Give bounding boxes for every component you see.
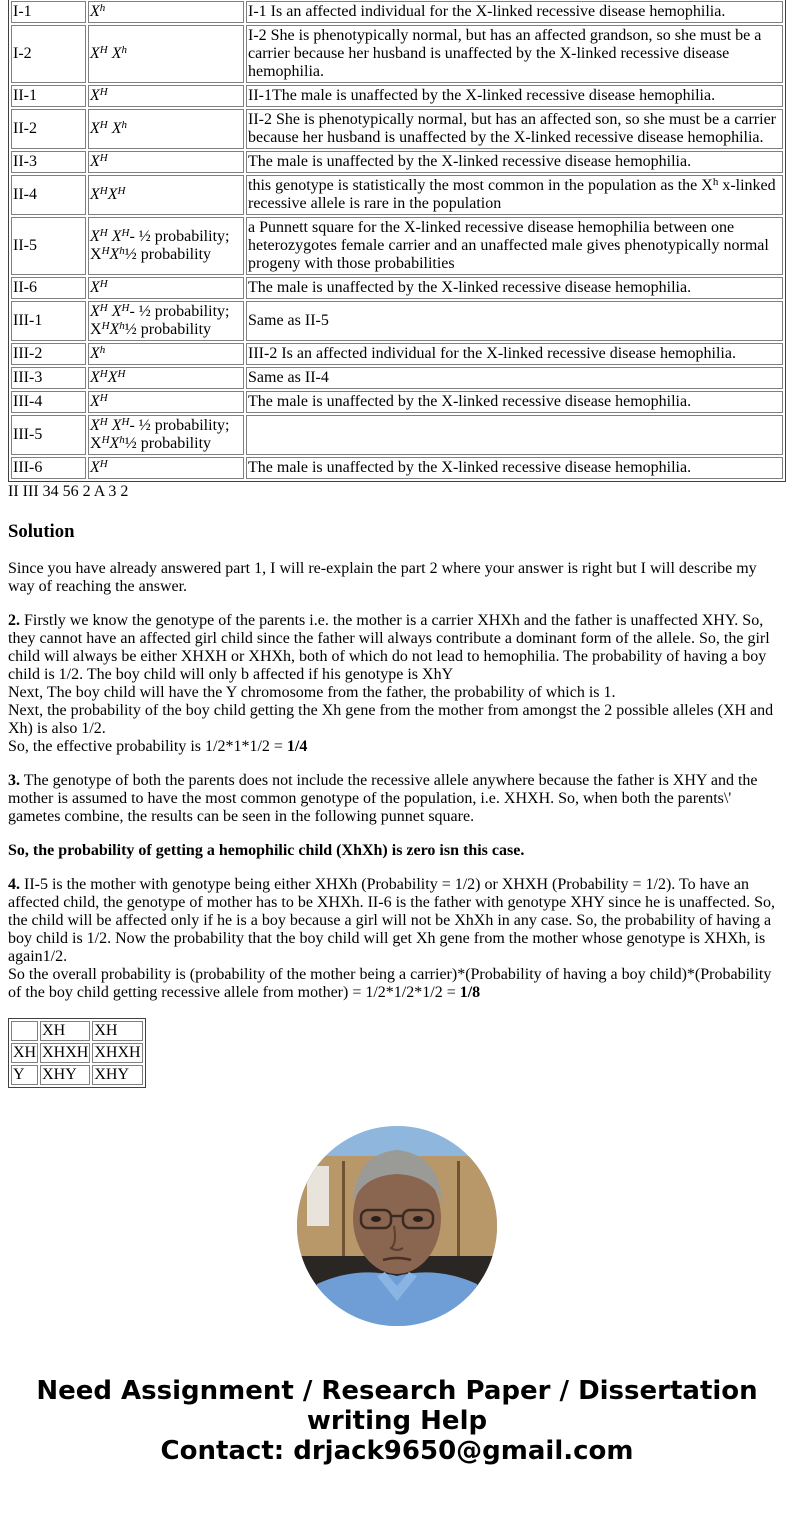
description-cell: II-2 She is phenotypically normal, but has an affected son, so she must be a carrier because her husband is unaffected by the X-linked recessive disease hemophilia. (246, 109, 783, 149)
description-cell: I-2 She is phenotypically normal, but has an affected grandson, so she must be a carrier because her husband is unaffected by the X-linked recessive disease hemophilia. (246, 25, 783, 83)
individual-id-cell: III-5 (11, 415, 86, 455)
author-avatar (297, 1126, 497, 1326)
promo-headline: Need Assignment / Research Paper / Dissertation writing Help (36, 1376, 758, 1436)
part-4-result-prefix: So the overall probability is (probability of the mother being a carrier)*(Probability of having a boy child)*(Probability of the boy child getting recessive allele from mother) = 1/2*1/2*1/2 = (8, 966, 772, 1001)
table-row (11, 277, 783, 299)
individual-id-cell: III-4 (11, 391, 86, 413)
solution-part-3 (8, 772, 786, 826)
part-3-text: The genotype of both the parents does not include the recessive allele anywhere because the father is XHY and the mother is assumed to have the most common genotype of the population, i.e. XHXH. So, when both the parents\' gametes combine, the results can be seen in the following punnet square. (8, 772, 758, 825)
individual-id-cell: III-1 (11, 301, 86, 341)
description-cell: I-1 Is an affected individual for the X-linked recessive disease hemophilia. (246, 1, 783, 23)
description-cell: III-2 Is an affected individual for the X-linked recessive disease hemophilia. (246, 343, 783, 365)
part-4-result-value: 1/8 (459, 984, 481, 1001)
punnett-cell: Y (11, 1065, 38, 1085)
bottom-spacer (8, 1466, 786, 1486)
solution-part-4 (8, 876, 786, 1002)
individual-id-cell: II-5 (11, 217, 86, 275)
description-cell: this genotype is statistically the most common in the population as the $X^h$ x-linked recessive allele is rare in the population (246, 175, 783, 215)
genotype-cell: $X^H$ (88, 277, 244, 299)
promo-contact: Contact: drjack9650@gmail.com (160, 1436, 634, 1466)
description-cell (246, 415, 783, 455)
pedigree-table-body (11, 1, 783, 479)
genotype-cell: $X^H$ $X^h$ (88, 25, 244, 83)
genotype-cell: $X^H$ (88, 391, 244, 413)
description-cell: The male is unaffected by the X-linked recessive disease hemophilia. (246, 391, 783, 413)
genotype-cell: $X^H$ (88, 151, 244, 173)
description-cell: Same as II-5 (246, 301, 783, 341)
genotype-cell: $X^HX^H$ (88, 367, 244, 389)
part-2-number: 2. (8, 612, 20, 629)
punnett-cell: XHY (92, 1065, 142, 1085)
part-2-text: Firstly we know the genotype of the parents i.e. the mother is a carrier XHXh and the father is unaffected XHY. So, they cannot have an affected girl child since the father will always contribute a dominant form of the allele. So, the girl child will always be either XHXH or XHXh, both of which do not lead to hemophilia. The probability of having a boy child is 1/2. The boy child will only b affected if his genotype is XhY (8, 612, 770, 683)
description-cell: The male is unaffected by the X-linked recessive disease hemophilia. (246, 151, 783, 173)
genotype-cell: $X^H$ (88, 457, 244, 479)
solution-part-2 (8, 612, 786, 756)
description-cell: Same as II-4 (246, 367, 783, 389)
part-2-result-value: 1/4 (286, 738, 308, 755)
punnett-row (11, 1043, 143, 1063)
punnett-cell: XHY (40, 1065, 90, 1085)
genotype-cell: $X^H$ (88, 85, 244, 107)
part-2-line-2: Next, The boy child will have the Y chromosome from the father, the probability of which is 1. (8, 684, 616, 701)
punnett-cell: XH (40, 1021, 90, 1041)
author-avatar-container (8, 1126, 786, 1326)
table-row (11, 301, 783, 341)
punnett-square-table (8, 1018, 146, 1088)
stray-figure-labels: II III 34 56 2 A 3 2 (8, 483, 129, 500)
promo-banner (8, 1376, 786, 1466)
table-row (11, 415, 783, 455)
part-4-number: 4. (8, 876, 20, 893)
part-2-line-3: Next, the probability of the boy child getting the Xh gene from the mother from amongst the 2 possible alleles (XH and Xh) is also 1/2. (8, 702, 774, 737)
punnett-cell: XH (13, 1044, 37, 1061)
table-row (11, 217, 783, 275)
pedigree-genotype-table (8, 0, 786, 482)
individual-id-cell: II-1 (11, 85, 86, 107)
solution-intro: Since you have already answered part 1, I will re-explain the part 2 where your answer is right but I will describe my way of reaching the answer. (8, 560, 757, 595)
genotype-cell: $X^HX^H$ (88, 175, 244, 215)
author-portrait-icon (297, 1126, 497, 1326)
table-row (11, 457, 783, 479)
description-cell: a Punnett square for the X-linked recessive disease hemophilia between one heterozygotes female carrier and an unaffected male gives phenotypically normal progeny with those probabilities (246, 217, 783, 275)
genotype-cell: $X^h$ (88, 1, 244, 23)
punnett-cell: XH (92, 1021, 142, 1041)
individual-id-cell: II-2 (11, 109, 86, 149)
punnett-cell: XHXH (42, 1044, 89, 1061)
table-row (11, 151, 783, 173)
part-3-number: 3. (8, 772, 20, 789)
punnett-row (11, 1021, 143, 1041)
punnett-row (11, 1065, 143, 1085)
individual-id-cell: I-1 (11, 1, 86, 23)
part-4-text: II-5 is the mother with genotype being either XHXh (Probability = 1/2) or XHXH (Probability = 1/2). To have an affected child, the genotype of mother has to be XHXh. II-6 is the father with genotype XHY since he is unaffected. So, the child will be affected only if he is a boy because a girl will not be XhXh in any case. So, the probability of having a boy child is 1/2. Now the probability that the boy child will get Xh gene from the mother whose genotype is XHXh, is again1/2. (8, 876, 776, 965)
description-cell: The male is unaffected by the X-linked recessive disease hemophilia. (246, 277, 783, 299)
genotype-cell: $X^H$ $X^H-$ ½ probability; $X^HX^h\frac{1}{2}$ probability (88, 301, 244, 341)
individual-id-cell: II-4 (11, 175, 86, 215)
solution-heading: Solution (8, 521, 75, 542)
individual-id-cell: II-3 (11, 151, 86, 173)
part-2-result-prefix: So, the effective probability is 1/2*1*1/2 = (8, 738, 287, 755)
individual-id-cell: III-6 (11, 457, 86, 479)
description-cell: The male is unaffected by the X-linked recessive disease hemophilia. (246, 457, 783, 479)
punnett-cell: XHXH (94, 1044, 141, 1061)
genotype-cell: $X^H$ $X^H-$ ½ probability; $X^HX^h\frac{1}{2}$ probability (88, 217, 244, 275)
individual-id-cell: I-2 (11, 25, 86, 83)
description-cell: II-1The male is unaffected by the X-linked recessive disease hemophilia. (246, 85, 783, 107)
table-row (11, 175, 783, 215)
individual-id-cell: III-2 (11, 343, 86, 365)
table-row (11, 367, 783, 389)
table-row (11, 391, 783, 413)
genotype-cell: $X^H$ $X^h$ (88, 109, 244, 149)
table-row (11, 25, 783, 83)
table-row (11, 343, 783, 365)
individual-id-cell: III-3 (11, 367, 86, 389)
table-row (11, 1, 783, 23)
genotype-cell: $X^H$ $X^H-$ ½ probability; $X^HX^h\frac{1}{2}$ probability (88, 415, 244, 455)
genotype-cell: $X^h$ (88, 343, 244, 365)
table-row (11, 109, 783, 149)
individual-id-cell: II-6 (11, 277, 86, 299)
table-row (11, 85, 783, 107)
punnett-cell (11, 1021, 38, 1041)
part-3-conclusion: So, the probability of getting a hemophilic child (XhXh) is zero isn this case. (8, 842, 525, 859)
